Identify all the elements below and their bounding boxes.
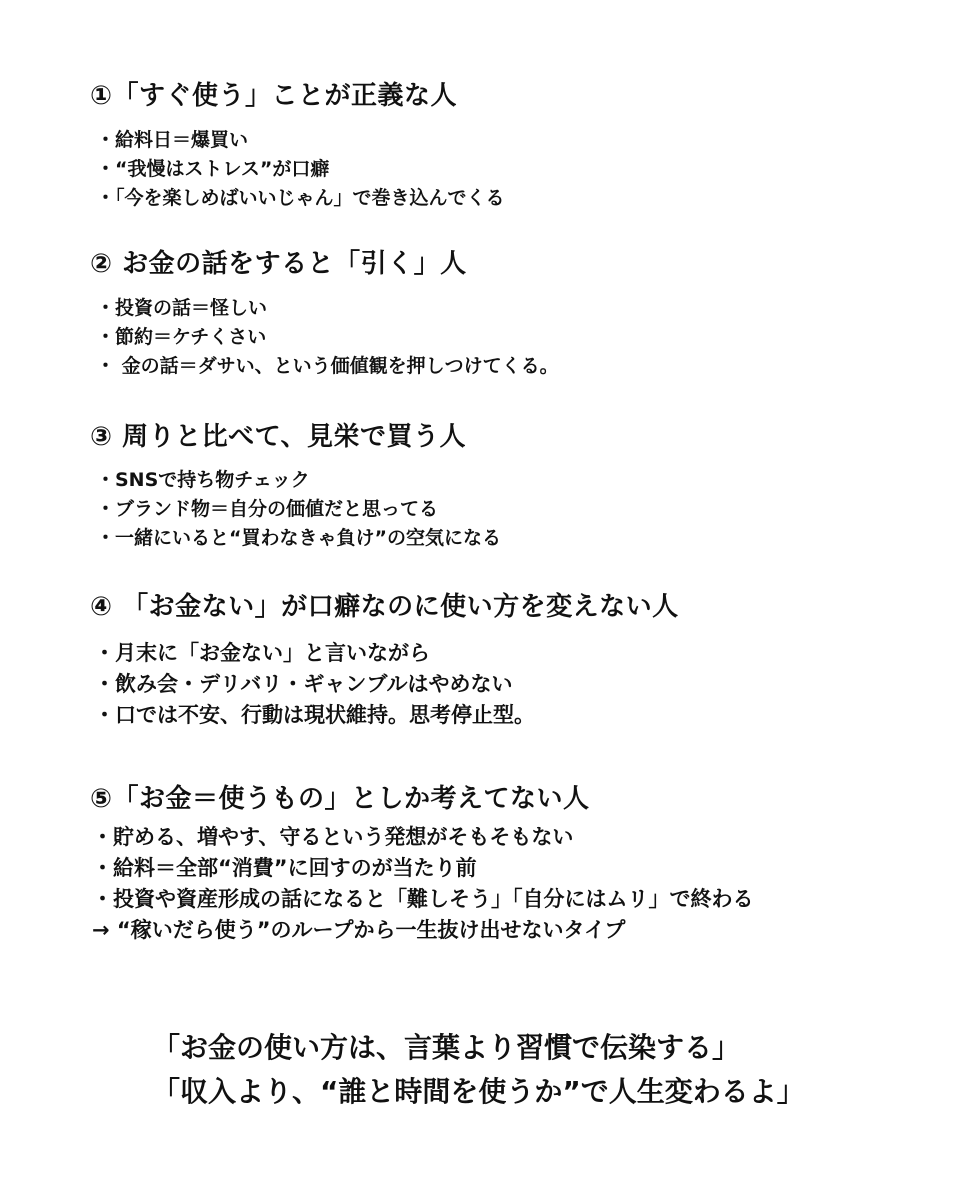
list-item: ・貯める、増やす、守るという発想がそもそもない — [92, 825, 574, 849]
list-item: ・SNSで持ち物チェック — [96, 469, 310, 491]
list-item: ・投資の話＝怪しい — [96, 297, 268, 319]
list-item: ・口では不安、行動は現状維持。思考停止型。 — [94, 703, 535, 727]
closing-quotes — [152, 1026, 805, 1114]
section-3-list — [96, 466, 501, 553]
section-1-list — [96, 126, 505, 213]
list-item: ・節約＝ケチくさい — [96, 326, 267, 348]
list-item: ・月末に「お金ない」と言いながら — [94, 641, 430, 665]
closing-quote-line: 「収入より、“誰と時間を使うか”で人生変わるよ」 — [152, 1075, 805, 1108]
section-3-title: ③ 周りと比べて、見栄で買う人 — [90, 422, 467, 452]
section-2-title: ② お金の話をすると「引く」人 — [90, 249, 467, 279]
closing-quote-line: 「お金の使い方は、言葉より習慣で伝染する」 — [152, 1031, 741, 1064]
section-4-title: ④ 「お金ない」が口癖なのに使い方を変えない人 — [90, 592, 679, 622]
list-item: ・給料日＝爆買い — [96, 129, 249, 151]
list-item: ・「今を楽しめばいいじゃん」で巻き込んでくる — [96, 187, 505, 209]
list-item: ・一緒にいると“買わなきゃ負け”の空気になる — [96, 527, 501, 549]
section-5-title: ⑤「お金＝使うもの」としか考えてない人 — [90, 784, 590, 814]
section-2-list — [96, 294, 559, 381]
section-1-title: ①「すぐ使う」ことが正義な人 — [90, 81, 458, 111]
list-item: ・ブランド物＝自分の価値だと思ってる — [96, 498, 439, 520]
list-item: ・飲み会・デリバリ・ギャンブルはやめない — [94, 672, 513, 696]
list-item: ・給料＝全部“消費”に回すのが当たり前 — [92, 856, 477, 880]
list-item: ・投資や資産形成の話になると「難しそう」「自分にはムリ」で終わる — [92, 887, 754, 911]
list-item: ・ 金の話＝ダサい、という価値観を押しつけてくる。 — [96, 355, 559, 377]
section-5-list — [92, 822, 754, 946]
list-item: → “稼いだら使う”のループから一生抜け出せないタイプ — [92, 918, 626, 942]
list-item: ・“我慢はストレス”が口癖 — [96, 158, 330, 180]
section-4-list — [94, 638, 535, 731]
